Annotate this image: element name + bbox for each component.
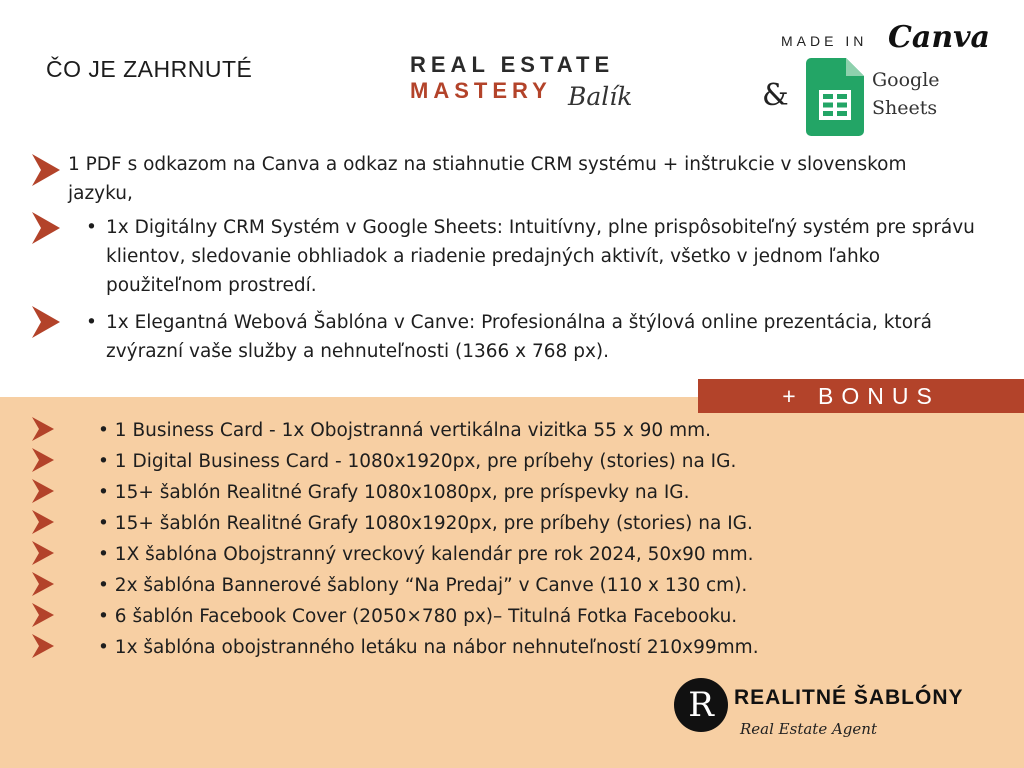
- chevron-right-arrow-icon: [32, 603, 54, 627]
- bonus-banner: + BONUS: [698, 379, 1024, 413]
- brand-line-1: REAL ESTATE: [410, 52, 615, 77]
- bonus-item: • 6 šablón Facebook Cover (2050×780 px)– Titulná Fotka Facebooku.: [98, 606, 738, 627]
- bullet: •: [86, 312, 97, 333]
- included-item-crm: 1x Digitálny CRM Systém v Google Sheets: Intuitívny, plne prispôsobiteľný systém pre správu klientov, sledovanie obhliadok a riadenie predajných aktivít, všetko v jednom ľahko použiteľnom prostredí.: [106, 217, 975, 296]
- chevron-right-arrow-icon: [32, 306, 60, 338]
- chevron-right-arrow-icon: [32, 154, 60, 186]
- made-in-label: MADE IN: [781, 33, 868, 49]
- logo-name: REALITNÉ ŠABLÓNY: [734, 686, 964, 709]
- chevron-right-arrow-icon: [32, 572, 54, 596]
- chevron-right-arrow-icon: [32, 510, 54, 534]
- bonus-item: • 1 Business Card - 1x Obojstranná vertikálna vizitka 55 x 90 mm.: [98, 420, 712, 441]
- bonus-list: [98, 415, 759, 663]
- google-sheets-line-1: Google: [872, 69, 940, 91]
- brand-script: Balík: [568, 82, 633, 111]
- bonus-item: • 2x šablóna Bannerové šablony “Na Predaj” v Canve (110 x 130 cm).: [98, 575, 748, 596]
- brand-line-2: MASTERY: [410, 78, 552, 103]
- google-sheets-label: [872, 66, 940, 122]
- real-estate-mastery-logo: [410, 52, 680, 118]
- bonus-item: • 1X šablóna Obojstranný vreckový kalendár pre rok 2024, 50x90 mm.: [98, 544, 754, 565]
- google-sheets-line-2: Sheets: [872, 97, 938, 119]
- chevron-right-arrow-icon: [32, 541, 54, 565]
- chevron-right-arrow-icon: [32, 634, 54, 658]
- logo-tagline: Real Estate Agent: [740, 720, 877, 738]
- chevron-right-arrow-icon: [32, 417, 54, 441]
- bonus-item: • 1x šablóna obojstranného letáku na nábor nehnuteľností 210x99mm.: [98, 637, 759, 658]
- chevron-right-arrow-icon: [32, 212, 60, 244]
- logo-monogram: R: [674, 678, 728, 732]
- chevron-right-arrow-icon: [32, 448, 54, 472]
- canva-logo: Canva: [888, 20, 990, 55]
- realitne-sablony-logo: [674, 676, 964, 756]
- bonus-item: • 15+ šablón Realitné Grafy 1080x1080px, pre príspevky na IG.: [98, 482, 690, 503]
- bonus-item: • 1 Digital Business Card - 1080x1920px, pre príbehy (stories) na IG.: [98, 451, 737, 472]
- included-item-pdf: 1 PDF s odkazom na Canva a odkaz na stiahnutie CRM systému + inštrukcie v slovenskom jazyku,: [68, 154, 907, 204]
- included-item-web-template: 1x Elegantná Webová Šablóna v Canve: Profesionálna a štýlová online prezentácia, ktorá zvýrazní vaše služby a nehnuteľnosti (1366 x 768 px).: [106, 312, 932, 362]
- chevron-right-arrow-icon: [32, 479, 54, 503]
- bonus-item: • 15+ šablón Realitné Grafy 1080x1920px, pre príbehy (stories) na IG.: [98, 513, 753, 534]
- bullet: •: [86, 217, 97, 238]
- ampersand: &: [762, 78, 789, 113]
- page-title: ČO JE ZAHRNUTÉ: [46, 56, 253, 82]
- google-sheets-icon: [806, 58, 864, 136]
